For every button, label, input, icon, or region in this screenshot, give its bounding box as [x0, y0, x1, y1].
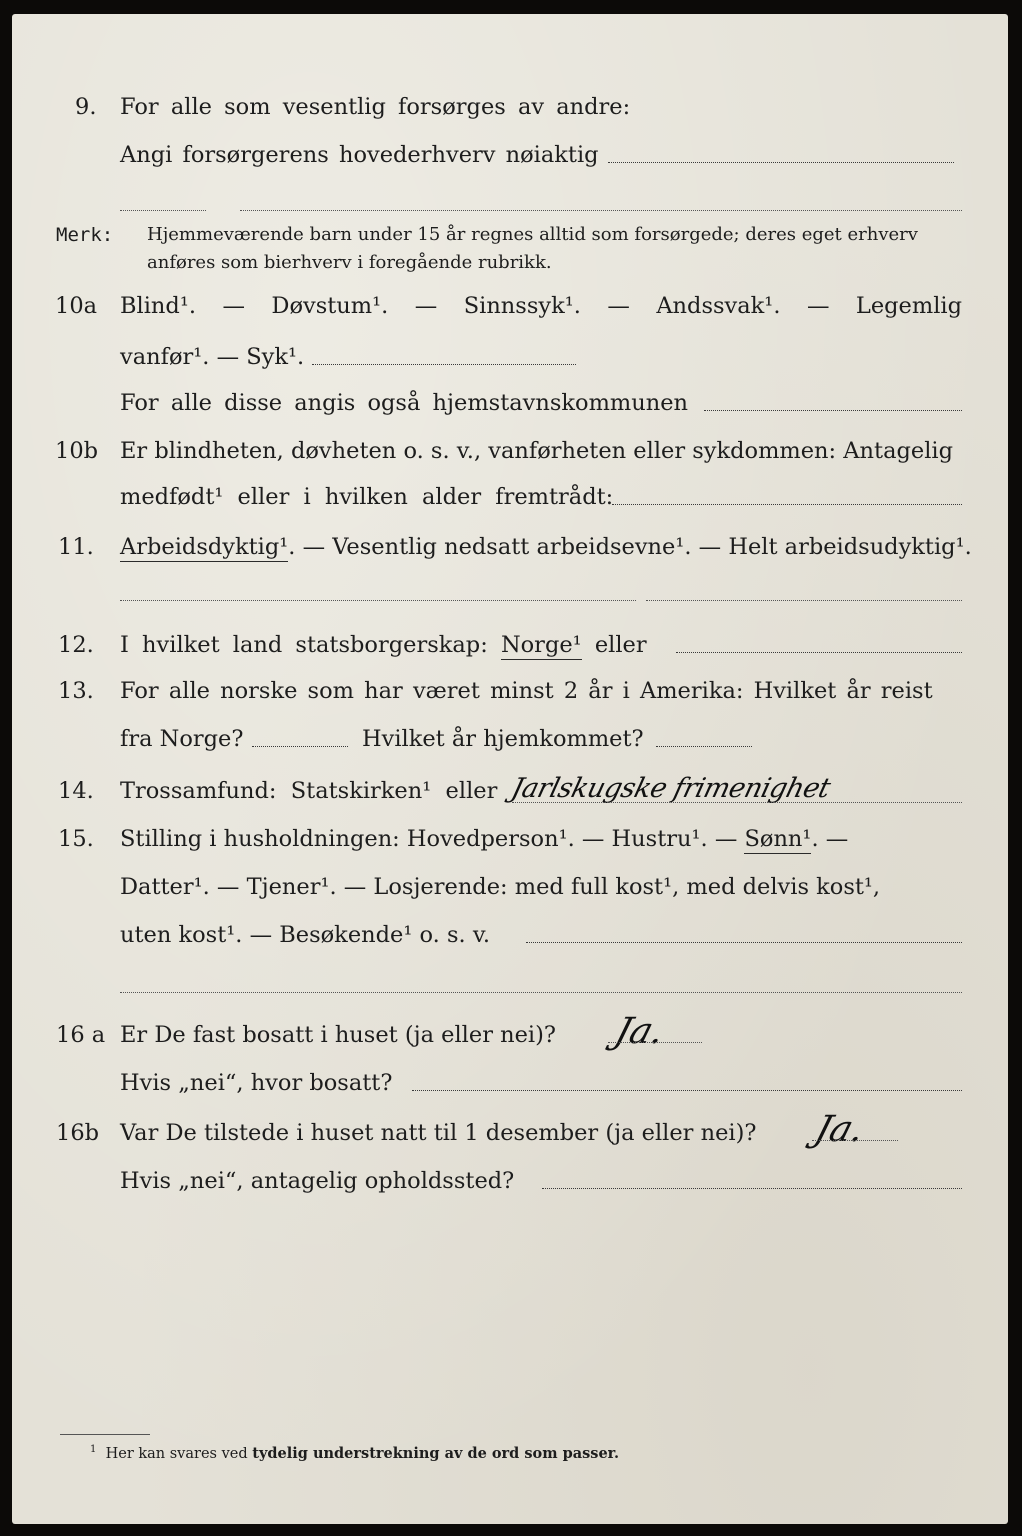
merk-line1: Hjemmeværende barn under 15 år regnes alltid som forsørgede; deres eget erhverv — [147, 224, 918, 245]
q11-extra-field-a[interactable] — [120, 600, 636, 601]
q12-post: eller — [594, 632, 647, 658]
q15-number: 15. — [58, 826, 94, 852]
q16b-number: 16b — [56, 1120, 100, 1146]
q9-extra-field-a[interactable] — [120, 210, 206, 211]
q10b-line1: Er blindheten, døvheten o. s. v., vanførheten eller sykdommen: Antagelig — [120, 438, 953, 464]
option-sonn[interactable]: Sønn¹ — [744, 826, 812, 852]
q14-answer-field[interactable] — [512, 802, 962, 803]
q15-line1-post: . — — [811, 826, 849, 852]
q14-text: Trossamfund: Statskirken¹ eller — [120, 778, 498, 804]
q10b-line2: medfødt¹ eller i hvilken alder fremtrådt: — [120, 484, 614, 510]
q14-number: 14. — [58, 778, 94, 804]
option-blind[interactable]: Blind¹. — [120, 293, 196, 319]
merk-label: Merk: — [56, 224, 114, 246]
q9-answer-field[interactable] — [608, 162, 954, 163]
q10a-hjemstavn-field[interactable] — [704, 410, 962, 411]
q14-handwritten-answer[interactable]: Jarlskugske frimenighet — [508, 773, 834, 804]
q15-line2: Datter¹. — Tjener¹. — Losjerende: med full kost¹, med delvis kost¹, — [120, 874, 881, 900]
census-form-page — [12, 14, 1008, 1524]
q13-return-year-field[interactable] — [656, 746, 752, 747]
q16a-line2: Hvis „nei“, hvor bosatt? — [120, 1070, 393, 1096]
footnote-bold-text: tydelig understrekning av de ord som passer. — [252, 1444, 620, 1462]
q13-number: 13. — [58, 678, 94, 704]
separator-dash: — — [607, 293, 630, 319]
q13-line2b: Hvilket år hjemkommet? — [362, 726, 644, 752]
q9-extra-field-b[interactable] — [240, 210, 962, 211]
q11-line1 — [120, 530, 972, 564]
q16b-location-field[interactable] — [542, 1188, 962, 1189]
footnote-rule — [60, 1434, 150, 1435]
q12-number: 12. — [58, 632, 94, 658]
footnote — [90, 1440, 619, 1464]
q15-extra-field[interactable] — [120, 992, 962, 993]
q9-line2: Angi forsørgerens hovederhverv nøiaktig — [120, 142, 599, 168]
option-arbeidsdyktig[interactable]: Arbeidsdyktig¹ — [120, 534, 289, 560]
q12-line — [120, 628, 647, 662]
q9-line1: For alle som vesentlig forsørges av andre: — [120, 94, 631, 120]
option-norge[interactable]: Norge¹ — [500, 632, 582, 658]
q10a-sickness-field[interactable] — [312, 364, 576, 365]
q9-number: 9. — [75, 94, 97, 120]
q15-line3: uten kost¹. — Besøkende¹ o. s. v. — [120, 922, 491, 948]
q15-other-field[interactable] — [526, 942, 962, 943]
option-dovstum[interactable]: Døvstum¹. — [271, 293, 389, 319]
q13-line1: For alle norske som har været minst 2 år i Amerika: Hvilket år reist — [120, 678, 933, 704]
option-andssvak[interactable]: Andssvak¹. — [656, 293, 781, 319]
option-legemlig[interactable]: Legemlig — [855, 293, 962, 319]
q16a-line1: Er De fast bosatt i huset (ja eller nei)? — [120, 1022, 556, 1048]
q11-number: 11. — [58, 534, 94, 560]
q11-extra-field-b[interactable] — [646, 600, 962, 601]
q10a-line3: For alle disse angis også hjemstavnskommunen — [120, 390, 689, 416]
q12-pre: I hvilket land statsborgerskap: — [120, 632, 488, 658]
q10b-number: 10b — [55, 438, 99, 464]
q10a-number: 10a — [55, 293, 98, 319]
q15-line1 — [120, 822, 848, 856]
q16b-line2: Hvis „nei“, antagelig opholdssted? — [120, 1168, 515, 1194]
q10b-age-field[interactable] — [612, 504, 962, 505]
merk-line2: anføres som bierhverv i foregående rubrikk. — [147, 252, 552, 273]
footnote-mark: 1 — [90, 1444, 97, 1455]
footnote-text: Her kan svares ved — [105, 1445, 248, 1462]
q15-line1-pre: Stilling i husholdningen: Hovedperson¹. — Hustru¹. — — [120, 826, 738, 852]
q16a-residence-field[interactable] — [412, 1090, 962, 1091]
separator-dash: — — [222, 293, 245, 319]
q10a-line1 — [120, 289, 962, 323]
option-sinnssyk[interactable]: Sinnssyk¹. — [463, 293, 581, 319]
separator-dash: — — [414, 293, 438, 319]
q16b-handwritten-answer[interactable]: Ja. — [810, 1109, 870, 1150]
q10a-line2: vanfør¹. — Syk¹. — [120, 344, 305, 370]
q13-left-year-field[interactable] — [252, 746, 348, 747]
separator-dash: — — [806, 293, 830, 319]
q13-line2a: fra Norge? — [120, 726, 244, 752]
q16a-number: 16 a — [56, 1022, 106, 1048]
q16a-answer-field[interactable] — [608, 1042, 702, 1043]
q16b-line1: Var De tilstede i huset natt til 1 desember (ja eller nei)? — [120, 1120, 757, 1146]
q12-country-field[interactable] — [676, 652, 962, 653]
q11-rest: . — Vesentlig nedsatt arbeidsevne¹. — Helt arbeidsudyktig¹. — [288, 534, 972, 560]
q16b-answer-field[interactable] — [812, 1140, 898, 1141]
q16a-handwritten-answer[interactable]: Ja. — [610, 1011, 670, 1052]
